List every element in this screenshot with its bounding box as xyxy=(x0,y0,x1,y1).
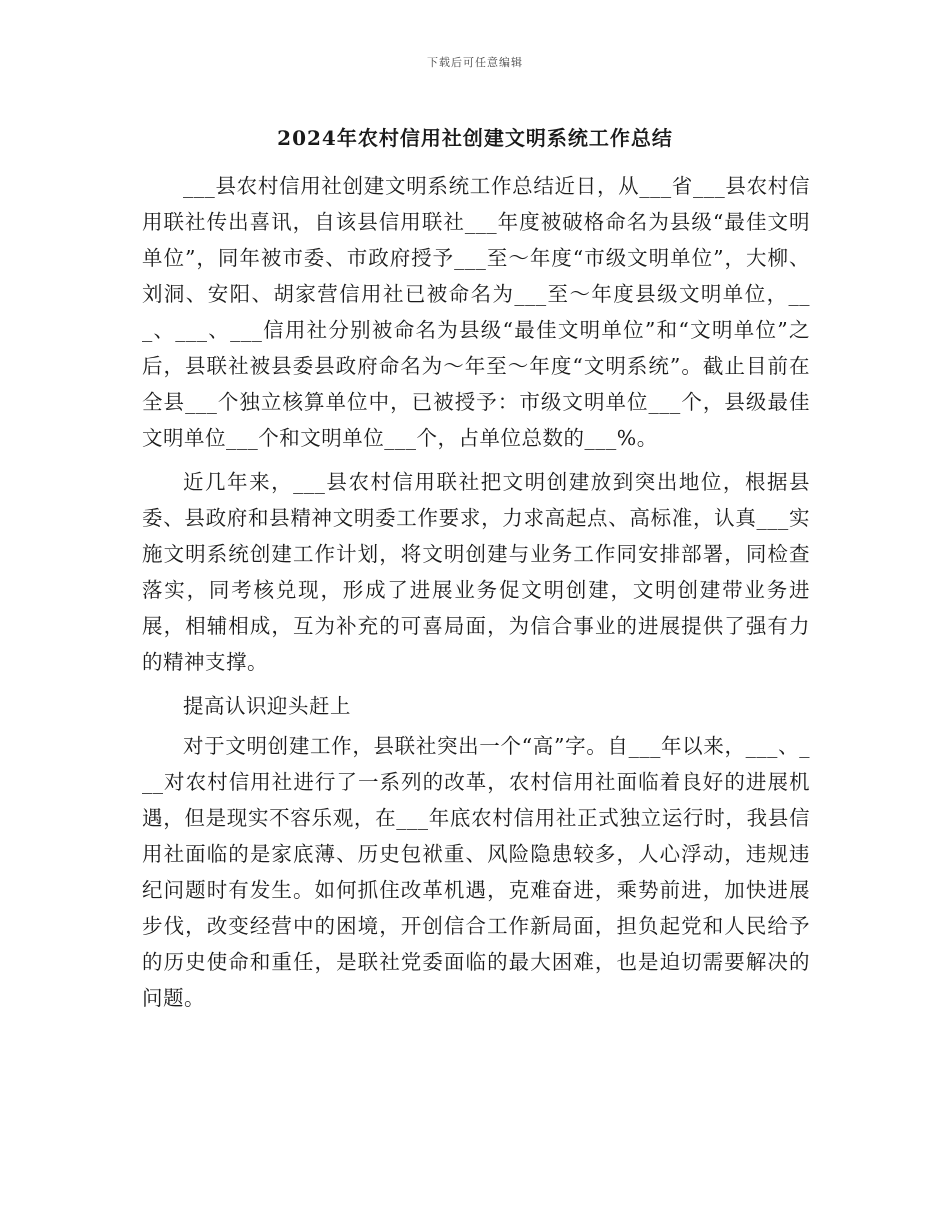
header-note: 下载后可任意编辑 xyxy=(427,56,523,69)
paragraph-intro: ___县农村信用社创建文明系统工作总结近日，从___省___县农村信用联社传出喜讯，自该县信用联社___年度被破格命名为县级“最佳文明单位”，同年被市委、市政府授予___至～年度“市级文明单位”，大柳、刘洞、安阳、胡家营信用社已被命名为___至～年度县级文明单位，___、___、___信用社分别被命名为县级“最佳文明单位”和“文明单位”之后，县联社被县委县政府命名为～年至～年度“文明系统”。截止目前在全县___个独立核算单位中，已被授予：市级文明单位___个，县级最佳文明单位___个和文明单位___个，占单位总数的___%。 xyxy=(142,174,810,450)
paragraph-section-body: 对于文明创建工作，县联社突出一个“高”字。自___年以来，___、___对农村信用社进行了一系列的改革，农村信用社面临着良好的进展机遇，但是现实不容乐观，在___年底农村信用社正式独立运行时，我县信用社面临的是家底薄、历史包袱重、风险隐患较多，人心浮动，违规违纪问题时有发生。如何抓住改革机遇，克难奋进，乘势前进，加快进展步伐，改变经营中的困境，开创信合工作新局面，担负起党和人民给予的历史使命和重任，是联社党委面临的最大困难，也是迫切需要解决的问题。 xyxy=(142,734,810,1010)
section-heading: 提高认识迎头赶上 xyxy=(183,694,351,718)
paragraph-overview: 近几年来，___县农村信用联社把文明创建放到突出地位，根据县委、县政府和县精神文明委工作要求，力求高起点、高标准，认真___实施文明系统创建工作计划，将文明创建与业务工作同安排部署，同检查落实，同考核兑现，形成了进展业务促文明创建，文明创建带业务进展，相辅相成，互为补充的可喜局面，为信合事业的进展提供了强有力的精神支撑。 xyxy=(142,470,810,674)
document-title: 2024年农村信用社创建文明系统工作总结 xyxy=(277,126,673,150)
document-body xyxy=(142,168,810,1024)
